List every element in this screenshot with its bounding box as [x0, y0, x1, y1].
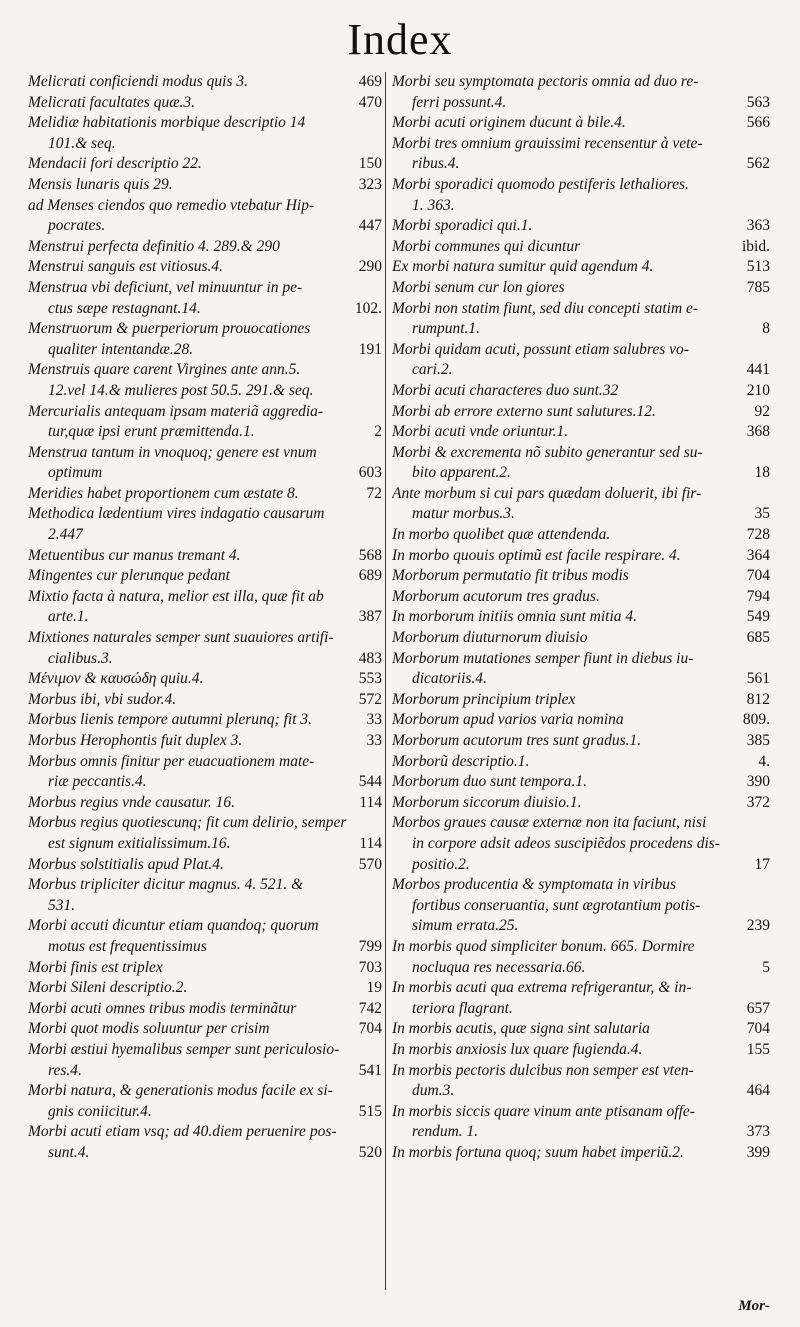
index-entry — [392, 422, 770, 443]
entry-text: Morbi communes qui dicuntur — [392, 237, 581, 255]
index-entry — [28, 257, 382, 278]
index-entry — [392, 257, 770, 278]
index-entry — [28, 154, 382, 175]
index-entry — [28, 504, 382, 545]
entry-text: Morbi finis est triplex — [28, 958, 163, 976]
index-entry — [392, 587, 770, 608]
index-entry — [392, 772, 770, 793]
index-entry — [392, 731, 770, 752]
entry-page-number: 385 — [743, 731, 770, 752]
entry-text: Morbi quot modis soluuntur per crisim — [28, 1020, 270, 1038]
entry-page-number: 155 — [743, 1040, 770, 1061]
entry-text: optimum — [48, 464, 103, 482]
entry-page-number: 387 — [355, 607, 382, 628]
entry-text: rumpunt.1. — [412, 320, 481, 338]
entry-page-number: 562 — [743, 154, 770, 175]
index-entry — [28, 113, 382, 154]
entry-page-number: 563 — [743, 93, 770, 114]
entry-text: In morbis siccis quare vinum ante ptisanam offe- — [392, 1102, 695, 1120]
entry-text: In morbis quod simpliciter bonum. 665. Dormire — [392, 937, 695, 955]
entry-text: tur,quæ ipsi erunt præmittenda.1. — [48, 423, 255, 441]
left-column — [28, 72, 382, 1163]
index-entry — [28, 1019, 382, 1040]
index-entry — [28, 752, 382, 793]
entry-text: Morbi non statim fiunt, sed diu concepti statim e- — [392, 299, 699, 317]
entry-text: dicatoriis.4. — [412, 670, 487, 688]
entry-text: sunt.4. — [48, 1143, 90, 1161]
index-entry — [28, 1040, 382, 1081]
entry-text: Morborũ descriptio.1. — [392, 752, 530, 770]
entry-text: teriora flagrant. — [412, 999, 513, 1017]
entry-text: Mendacii fori descriptio 22. — [28, 155, 202, 173]
entry-text: in corpore adsit adeos suscipiẽdos procedens dis- — [412, 834, 720, 852]
entry-page-number: 373 — [743, 1122, 770, 1143]
entry-text: Morborum apud varios varia nomina — [392, 711, 624, 729]
entry-text: Meridies habet proportionem cum æstate 8. — [28, 484, 299, 502]
entry-text: Morbi sporadici quomodo pestiferis lethaliores. — [392, 175, 689, 193]
entry-text: Morbus tripliciter dicitur magnus. 4. 521. & — [28, 876, 304, 894]
entry-text: ribus.4. — [412, 155, 460, 173]
entry-text: Menstruorum & puerperiorum prouocationes — [28, 320, 311, 338]
index-entry — [28, 587, 382, 628]
index-entry — [392, 134, 770, 175]
entry-page-number: 72 — [363, 484, 383, 505]
entry-text: Melicrati conficiendi modus quis 3. — [28, 73, 248, 90]
entry-text: Morbi acuti characteres duo sunt.32 — [392, 381, 619, 399]
entry-text: res.4. — [48, 1061, 82, 1079]
entry-text: Morbus lienis tempore autumni plerunq; fit 3. — [28, 711, 313, 729]
entry-page-number: 520 — [355, 1143, 382, 1164]
entry-text: Morbus omnis finitur per euacuationem mate- — [28, 752, 315, 770]
entry-text: Morbi acuti vnde oriuntur.1. — [392, 423, 569, 441]
entry-page-number: 290 — [355, 257, 382, 278]
index-entry — [392, 216, 770, 237]
entry-text: Morbi accuti dicuntur etiam quandoq; quorum — [28, 917, 319, 935]
entry-text: In morborum initiis omnia sunt mitia 4. — [392, 608, 638, 626]
index-entry — [28, 319, 382, 360]
entry-text: Morbus solstitialis apud Plat.4. — [28, 855, 224, 873]
entry-page-number: 541 — [355, 1061, 382, 1082]
entry-page-number: 785 — [743, 278, 770, 299]
entry-text: Morbi & excrementa nõ subito generantur sed su- — [392, 443, 703, 461]
entry-page-number: 799 — [355, 937, 382, 958]
entry-text: Morborum principium triplex — [392, 690, 576, 708]
entry-text: In morbis acutis, quæ signa sint salutaria — [392, 1020, 650, 1038]
entry-page-number: 210 — [743, 381, 770, 402]
entry-page-number: 33 — [363, 710, 383, 731]
entry-text: Morbi Sileni descriptio.2. — [28, 979, 188, 997]
entry-page-number: 685 — [743, 628, 770, 649]
entry-text: Morbi natura, & generationis modus facile ex si- — [28, 1082, 333, 1100]
entry-page-number: 33 — [363, 731, 383, 752]
entry-page-number: 447 — [355, 216, 382, 237]
entry-text: Mixtio facta à natura, melior est illa, quæ fit ab — [28, 587, 324, 605]
index-entry — [392, 237, 770, 258]
entry-page-number: 390 — [743, 772, 770, 793]
entry-text: Morbi æstiui hyemalibus semper sunt periculosio- — [28, 1040, 340, 1058]
entry-text: 2.447 — [48, 526, 83, 544]
index-entry — [392, 299, 770, 340]
index-entry — [28, 402, 382, 443]
entry-page-number: 812 — [743, 690, 770, 711]
entry-text: Methodica lædentium vires indagatio causarum — [28, 505, 325, 523]
entry-page-number: 19 — [363, 978, 383, 999]
entry-page-number: 4. — [754, 752, 770, 773]
entry-text: Morbi ab errore externo sunt salutures.12. — [392, 402, 656, 420]
index-entry — [392, 710, 770, 731]
entry-page-number: 689 — [355, 566, 382, 587]
index-entry — [28, 546, 382, 567]
entry-text: Mercurialis antequam ipsam materiã aggredia- — [28, 402, 324, 420]
entry-page-number: 114 — [355, 793, 382, 814]
entry-text: Mensis lunaris quis 29. — [28, 175, 173, 193]
index-entry — [28, 813, 382, 854]
column-divider — [385, 72, 386, 1290]
index-entry — [392, 278, 770, 299]
entry-text: Morborum mutationes semper fiunt in diebus iu- — [392, 649, 694, 667]
entry-text: Morbi acuti omnes tribus modis terminãtur — [28, 999, 297, 1017]
entry-text: qualiter intentandæ.28. — [48, 340, 194, 358]
index-entry — [28, 443, 382, 484]
index-entry — [28, 978, 382, 999]
index-entry — [28, 999, 382, 1020]
index-entry — [392, 1061, 770, 1102]
entry-page-number: 549 — [743, 607, 770, 628]
entry-text: positio.2. — [412, 855, 470, 873]
index-entry — [28, 1081, 382, 1122]
index-entry — [28, 690, 382, 711]
entry-text: In morbis acuti qua extrema refrigerantur, & in- — [392, 979, 692, 997]
entry-page-number: 809. — [739, 710, 770, 731]
entry-text: rendum. 1. — [412, 1123, 479, 1141]
index-entry — [392, 1143, 770, 1164]
entry-text: Morbus ibi, vbi sudor.4. — [28, 690, 177, 708]
entry-text: Ante morbum si cui pars quædam doluerit, ibi fir- — [392, 484, 702, 502]
page-title: Index — [347, 15, 453, 64]
index-entry — [392, 381, 770, 402]
entry-text: Morbi acuti etiam vsq; ad 40.diem peruenire pos- — [28, 1123, 337, 1141]
entry-text: 531. — [48, 896, 76, 914]
entry-page-number: 323 — [355, 175, 382, 196]
entry-page-number: 364 — [743, 546, 770, 567]
index-entry — [28, 875, 382, 916]
index-entry — [28, 196, 382, 237]
index-entry — [392, 113, 770, 134]
entry-text: In morbo quolibet quæ attendenda. — [392, 526, 611, 544]
entry-text: Mixtiones naturales semper sunt suauiores artifi- — [28, 629, 334, 647]
index-entry — [28, 669, 382, 690]
entry-text: Ex morbi natura sumitur quid agendum 4. — [392, 258, 654, 276]
entry-text: ferri possunt.4. — [412, 93, 507, 111]
entry-page-number: 483 — [355, 649, 382, 670]
index-entry — [28, 566, 382, 587]
entry-page-number: 572 — [355, 690, 382, 711]
entry-text: Morborum acutorum tres sunt gradus.1. — [392, 732, 642, 749]
index-entry — [28, 731, 382, 752]
entry-text: cari.2. — [412, 361, 453, 379]
index-entry — [392, 752, 770, 773]
index-entry — [28, 710, 382, 731]
entry-text: fortibus conseruantia, sunt ægrotantium potis- — [412, 896, 701, 914]
index-entry — [392, 978, 770, 1019]
entry-page-number: 704 — [743, 1019, 770, 1040]
entry-page-number: 794 — [743, 587, 770, 608]
entry-text: ad Menses ciendos quo remedio vtebatur Hip- — [28, 196, 315, 214]
entry-text: gnis coniicitur.4. — [48, 1102, 152, 1120]
entry-text: Morbi senum cur lon giores — [392, 278, 565, 296]
index-entry — [392, 937, 770, 978]
catchword: Mor- — [738, 1298, 770, 1314]
entry-text: Morborum diuturnorum diuisio — [392, 629, 588, 647]
entry-page-number: 515 — [355, 1102, 382, 1123]
entry-page-number: 441 — [743, 360, 770, 381]
entry-text: motus est frequentissimus — [48, 937, 207, 955]
entry-text: arte.1. — [48, 608, 89, 626]
entry-text: 1. 363. — [412, 196, 455, 214]
entry-page-number: 92 — [751, 402, 771, 423]
entry-text: Morbi quidam acuti, possunt etiam salubres vo- — [392, 340, 689, 358]
index-entry — [28, 793, 382, 814]
index-entry — [392, 628, 770, 649]
entry-text: Morbi tres omnium grauissimi recensentur à vete- — [392, 134, 703, 152]
entry-page-number: 18 — [751, 463, 771, 484]
entry-page-number: 544 — [355, 772, 382, 793]
entry-text: Melicrati facultates quæ.3. — [28, 93, 196, 111]
entry-text: Μένιμον & καυσώδη quiu.4. — [28, 670, 204, 688]
entry-text: In morbis pectoris dulcibus non semper est vten- — [392, 1061, 694, 1079]
entry-page-number: 469 — [355, 72, 382, 93]
entry-text: nocluqua res necessaria.66. — [412, 958, 586, 976]
entry-text: ctus sæpe restagnant.14. — [48, 299, 201, 317]
index-entry — [28, 958, 382, 979]
entry-page-number: 464 — [743, 1081, 770, 1102]
entry-text: Menstrua tantum in vnoquoq; genere est vnum — [28, 443, 317, 461]
entry-page-number: 553 — [355, 669, 382, 690]
entry-text: Morbos graues causæ externæ non ita faciunt, nisi — [392, 814, 707, 832]
entry-page-number: 2 — [370, 422, 382, 443]
entry-text: riæ peccantis.4. — [48, 773, 147, 791]
index-entry — [28, 628, 382, 669]
index-entry — [392, 72, 770, 113]
entry-page-number: 603 — [355, 463, 382, 484]
entry-text: Menstrua vbi deficiunt, vel minuuntur in pe- — [28, 278, 303, 296]
entry-page-number: 191 — [355, 340, 382, 361]
entry-text: 101.& seq. — [48, 134, 116, 152]
entry-text: Morbos producentia & symptomata in viribus — [392, 876, 677, 894]
entry-text: Morbi seu symptomata pectoris omnia ad duo re- — [392, 73, 699, 90]
entry-text: Menstrui perfecta definitio 4. 289.& 290 — [28, 237, 280, 255]
index-entry — [392, 402, 770, 423]
index-entry — [392, 1040, 770, 1061]
entry-text: Morborum permutatio fit tribus modis — [392, 567, 629, 585]
entry-text: Morborum siccorum diuisio.1. — [392, 793, 582, 811]
entry-page-number: 363 — [743, 216, 770, 237]
entry-page-number: 239 — [743, 916, 770, 937]
index-entry — [392, 793, 770, 814]
entry-page-number: 5 — [758, 958, 770, 979]
index-entry — [392, 340, 770, 381]
entry-text: Morborum duo sunt tempora.1. — [392, 773, 588, 791]
entry-text: Menstrui sanguis est vitiosus.4. — [28, 258, 224, 276]
entry-page-number: 570 — [355, 855, 382, 876]
index-entry — [392, 443, 770, 484]
entry-text: Metuentibus cur manus tremant 4. — [28, 546, 241, 564]
entry-page-number: 703 — [355, 958, 382, 979]
index-entry — [28, 175, 382, 196]
entry-text: pocrates. — [48, 217, 106, 235]
entry-text: 12.vel 14.& mulieres post 50.5. 291.& seq. — [48, 381, 314, 399]
entry-text: cialibus.3. — [48, 649, 113, 667]
entry-text: dum.3. — [412, 1082, 455, 1100]
index-entry — [28, 72, 382, 93]
entry-page-number: 372 — [743, 793, 770, 814]
entry-page-number: 368 — [743, 422, 770, 443]
entry-page-number: 114 — [355, 834, 382, 855]
entry-page-number: 566 — [743, 113, 770, 134]
entry-text: In morbis anxiosis lux quare fugienda.4. — [392, 1040, 643, 1058]
index-entry — [28, 237, 382, 258]
index-entry — [392, 484, 770, 525]
entry-page-number: 728 — [743, 525, 770, 546]
index-entry — [28, 855, 382, 876]
entry-page-number: 399 — [743, 1143, 770, 1164]
entry-text: Morbi sporadici qui.1. — [392, 217, 533, 235]
index-entry — [392, 525, 770, 546]
entry-page-number: 657 — [743, 999, 770, 1020]
entry-page-number: 704 — [355, 1019, 382, 1040]
entry-page-number: 561 — [743, 669, 770, 690]
entry-text: Morbi acuti originem ducunt à bile.4. — [392, 114, 626, 132]
index-entry — [392, 1019, 770, 1040]
entry-text: Melidiæ habitationis morbique descriptio 14 — [28, 114, 306, 132]
index-entry — [392, 175, 770, 216]
entry-text: Morborum acutorum tres gradus. — [392, 587, 600, 605]
entry-page-number: 150 — [355, 154, 382, 175]
entry-text: In morbo quouis optimũ est facile respirare. 4. — [392, 546, 681, 564]
index-entry — [28, 484, 382, 505]
index-entry — [28, 278, 382, 319]
entry-page-number: 513 — [743, 257, 770, 278]
entry-page-number: 35 — [751, 504, 771, 525]
index-entry — [392, 607, 770, 628]
index-entry — [28, 916, 382, 957]
index-entry — [392, 875, 770, 937]
entry-page-number: 17 — [751, 855, 771, 876]
entry-text: In morbis fortuna quoq; suum habet imperiũ.2. — [392, 1143, 684, 1161]
entry-page-number: ibid. — [738, 237, 770, 258]
entry-text: matur morbus.3. — [412, 505, 515, 523]
entry-text: simum errata.25. — [412, 917, 519, 935]
entry-page-number: 568 — [355, 546, 382, 567]
right-column — [392, 72, 770, 1163]
index-entry — [392, 649, 770, 690]
index-entry — [28, 360, 382, 401]
index-entry — [392, 813, 770, 875]
entry-page-number: 102. — [351, 299, 382, 320]
entry-page-number: 742 — [355, 999, 382, 1020]
index-entry — [392, 566, 770, 587]
entry-text: bito apparent.2. — [412, 464, 511, 482]
index-entry — [28, 93, 382, 114]
entry-page-number: 470 — [355, 93, 382, 114]
entry-text: Mingentes cur plerunque pedant — [28, 567, 230, 585]
index-entry — [28, 1122, 382, 1163]
entry-text: Morbus regius quotiescunq; fit cum delirio, semper — [28, 814, 347, 832]
entry-page-number: 704 — [743, 566, 770, 587]
entry-text: est signum exitialissimum.16. — [48, 834, 231, 852]
entry-page-number: 8 — [758, 319, 770, 340]
entry-text: Menstruis quare carent Virgines ante ann.5. — [28, 361, 301, 379]
entry-text: Morbus Herophontis fuit duplex 3. — [28, 732, 243, 749]
index-entry — [392, 690, 770, 711]
index-entry — [392, 1102, 770, 1143]
index-entry — [392, 546, 770, 567]
entry-text: Morbus regius vnde causatur. 16. — [28, 793, 235, 811]
